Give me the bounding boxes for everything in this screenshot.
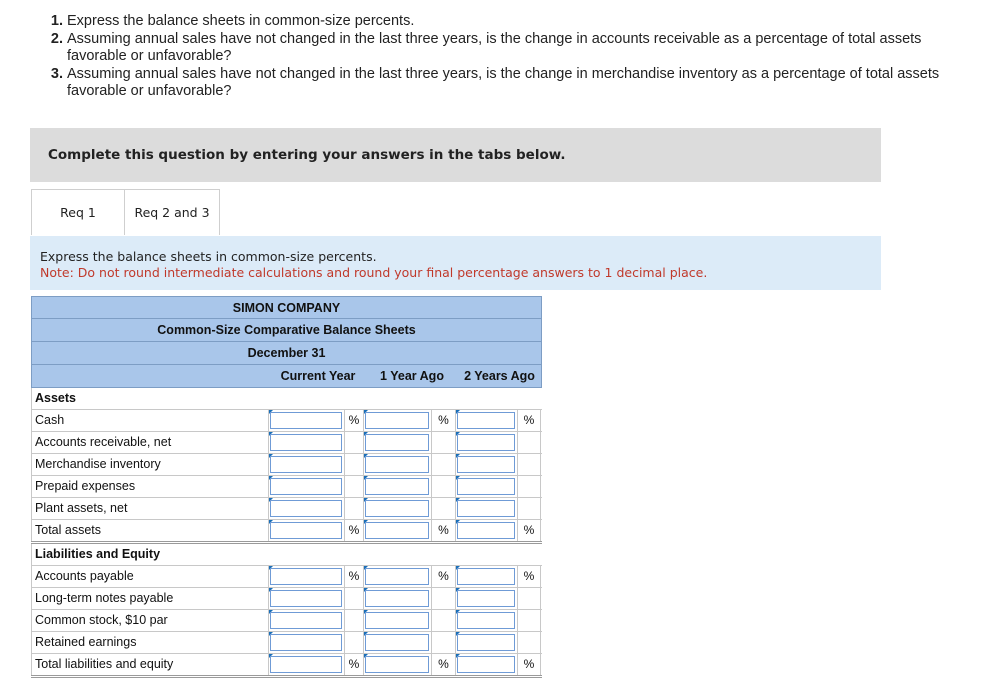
column-header-2-years-ago: 2 Years Ago (464, 369, 535, 383)
section-label: Liabilities and Equity (31, 544, 269, 565)
question-1: 1. Express the balance sheets in common-size percents. (67, 13, 975, 31)
percent-sign: % (348, 523, 360, 537)
tab-bar (31, 189, 220, 235)
company-name: SIMON COMPANY (31, 296, 542, 319)
common-stock-current-year-input[interactable] (270, 612, 342, 629)
table-row-retained-earnings (31, 632, 542, 654)
table-row-prepaid-expenses (31, 476, 542, 498)
column-header-1-year-ago: 1 Year Ago (380, 369, 444, 383)
row-label: Accounts receivable, net (31, 432, 269, 453)
cash-2-years-ago-input[interactable] (457, 412, 515, 429)
row-label: Plant assets, net (31, 498, 269, 519)
percent-sign: % (523, 569, 535, 583)
row-label: Merchandise inventory (31, 454, 269, 475)
table-row-cash (31, 410, 542, 432)
row-label: Prepaid expenses (31, 476, 269, 497)
retained-earnings-current-year-input[interactable] (270, 634, 342, 651)
percent-sign: % (523, 523, 535, 537)
total-assets-1-year-ago-input[interactable] (365, 522, 429, 539)
total-liabilities-equity-1-year-ago-input[interactable] (365, 656, 429, 673)
accounts-payable-1-year-ago-input[interactable] (365, 568, 429, 585)
rounding-note: Note: Do not round intermediate calculations and round your final percentage answers to 1 decimal place. (40, 265, 708, 280)
section-liabilities-and-equity (31, 544, 542, 566)
table-row-common-stock (31, 610, 542, 632)
total-liabilities-equity-current-year-input[interactable] (270, 656, 342, 673)
row-label: Total assets (31, 520, 269, 541)
instruction-banner (30, 128, 881, 182)
merchandise-inventory-1-year-ago-input[interactable] (365, 456, 429, 473)
total-assets-current-year-input[interactable] (270, 522, 342, 539)
percent-sign: % (348, 657, 360, 671)
merchandise-inventory-2-years-ago-input[interactable] (457, 456, 515, 473)
merchandise-inventory-current-year-input[interactable] (270, 456, 342, 473)
balance-sheet-table (31, 296, 542, 678)
table-row-total-liabilities-equity (31, 654, 542, 678)
cash-1-year-ago-input[interactable] (365, 412, 429, 429)
row-label: Total liabilities and equity (31, 654, 269, 675)
plant-assets-current-year-input[interactable] (270, 500, 342, 517)
table-row-accounts-receivable (31, 432, 542, 454)
row-label: Long-term notes payable (31, 588, 269, 609)
long-term-notes-1-year-ago-input[interactable] (365, 590, 429, 607)
instruction-box (30, 236, 881, 290)
column-header-blank (32, 365, 270, 387)
row-label: Retained earnings (31, 632, 269, 653)
retained-earnings-2-years-ago-input[interactable] (457, 634, 515, 651)
section-label: Assets (31, 388, 269, 409)
tab-req-1[interactable]: Req 1 (31, 189, 125, 235)
accounts-receivable-1-year-ago-input[interactable] (365, 434, 429, 451)
common-stock-1-year-ago-input[interactable] (365, 612, 429, 629)
percent-sign: % (523, 657, 535, 671)
table-row-accounts-payable (31, 566, 542, 588)
accounts-payable-current-year-input[interactable] (270, 568, 342, 585)
percent-sign: % (523, 413, 535, 427)
tab-req-2-and-3[interactable]: Req 2 and 3 (125, 189, 220, 235)
percent-sign: % (438, 569, 449, 583)
percent-sign: % (438, 657, 449, 671)
sheet-date: December 31 (31, 342, 542, 365)
prepaid-expenses-2-years-ago-input[interactable] (457, 478, 515, 495)
accounts-receivable-current-year-input[interactable] (270, 434, 342, 451)
percent-sign: % (348, 413, 360, 427)
accounts-receivable-2-years-ago-input[interactable] (457, 434, 515, 451)
accounts-payable-2-years-ago-input[interactable] (457, 568, 515, 585)
instruction-text: Express the balance sheets in common-size percents. (40, 249, 377, 264)
row-label: Cash (31, 410, 269, 431)
table-row-long-term-notes (31, 588, 542, 610)
table-row-plant-assets (31, 498, 542, 520)
prepaid-expenses-1-year-ago-input[interactable] (365, 478, 429, 495)
question-2: 2. Assuming annual sales have not changed in the last three years, is the change in accounts receivable as a percentage of total assets favorable or unfavorable? (67, 31, 975, 66)
plant-assets-1-year-ago-input[interactable] (365, 500, 429, 517)
table-row-merchandise-inventory (31, 454, 542, 476)
percent-sign: % (348, 569, 360, 583)
long-term-notes-2-years-ago-input[interactable] (457, 590, 515, 607)
plant-assets-2-years-ago-input[interactable] (457, 500, 515, 517)
column-header-current-year: Current Year (280, 369, 356, 383)
question-list (50, 13, 975, 101)
question-3: 3. Assuming annual sales have not changed in the last three years, is the change in merchandise inventory as a percentage of total assets favorable or unfavorable? (67, 66, 975, 101)
cash-current-year-input[interactable] (270, 412, 342, 429)
total-assets-2-years-ago-input[interactable] (457, 522, 515, 539)
row-label: Accounts payable (31, 566, 269, 587)
column-header-row (31, 365, 542, 388)
table-row-total-assets (31, 520, 542, 544)
row-label: Common stock, $10 par (31, 610, 269, 631)
total-liabilities-equity-2-years-ago-input[interactable] (457, 656, 515, 673)
section-assets (31, 388, 542, 410)
long-term-notes-current-year-input[interactable] (270, 590, 342, 607)
percent-sign: % (438, 523, 449, 537)
prepaid-expenses-current-year-input[interactable] (270, 478, 342, 495)
banner-text: Complete this question by entering your answers in the tabs below. (48, 147, 566, 163)
sheet-title: Common-Size Comparative Balance Sheets (31, 319, 542, 342)
common-stock-2-years-ago-input[interactable] (457, 612, 515, 629)
percent-sign: % (438, 413, 449, 427)
retained-earnings-1-year-ago-input[interactable] (365, 634, 429, 651)
